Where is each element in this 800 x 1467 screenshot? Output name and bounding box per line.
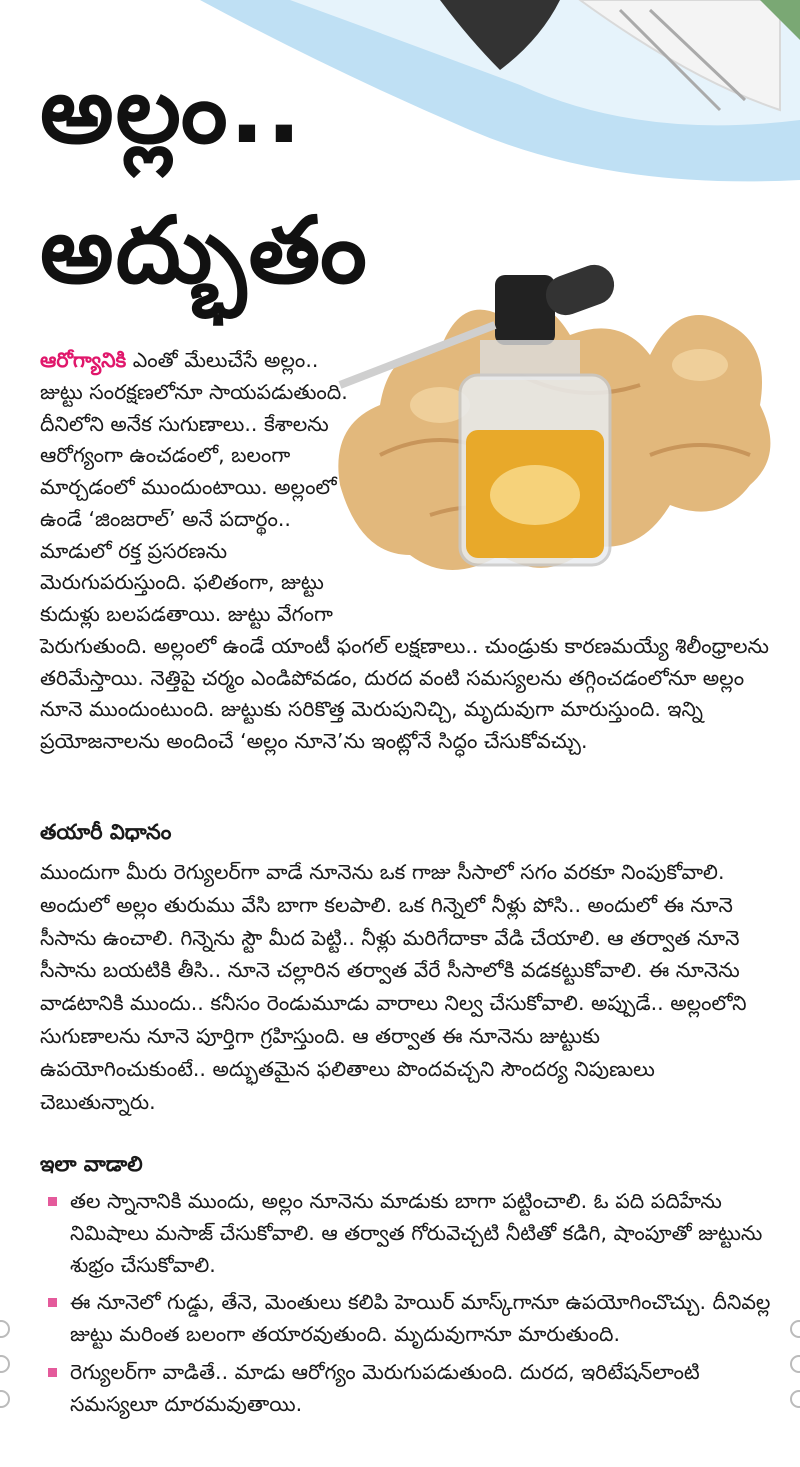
intro-paragraph <box>40 345 770 758</box>
usage-item-text: తల స్నానానికి ముందు, అల్లం నూనెను మాడుకు బాగా పట్టించాలి. ఓ పది పదిహేను నిమిషాలు మసాజ్ చేసుకోవాలి. ఆ తర్వాత గోరువెచ్చటి నీటితో కడిగి, షాంపూతో జుట్టును శుభ్రం చేసుకోవాలి. <box>70 1189 763 1277</box>
intro-text: ఎంతో మేలుచేసే అల్లం.. జుట్టు సంరక్షణలోనూ సాయపడుతుంది. దీనిలోని అనేక సుగుణాలు.. కేశాలను ఆరోగ్యంగా ఉంచడంలో, బలంగా మార్చడంలో ముందుంటాయి. అల్లంలో ఉండే ‘జింజరాల్’ అనే పదార్థం.. మాడులో రక్త ప్రసరణను మెరుగుపరుస్తుంది. ఫలితంగా, జుట్టు కుదుళ్లు బలపడతాయి. జుట్టు వేగంగా పెరుగుతుంది. అల్లంలో ఉండే యాంటీ ఫంగల్ లక్షణాలు.. చుండ్రుకు కారణమయ్యే శిలీంధ్రాలను తరిమేస్తాయి. నెత్తిపై చర్మం ఎండిపోవడం, దురద వంటి సమస్యలను తగ్గించడంలోనూ అల్లం నూనె ముందుంటుంది. జుట్టుకు సరికొత్త మెరుపునిచ్చి, మృదువుగా మారుస్తుంది. ఇన్ని ప్రయోజనాలను అందించే ‘అల్లం నూనె’ను ఇంట్లోనే సిద్ధం చేసుకోవచ్చు. <box>40 348 770 754</box>
usage-item-text: ఈ నూనెలో గుడ్డు, తేనె, మెంతులు కలిపి హెయిర్ మాస్క్‌గానూ ఉపయోగించొచ్చు. దీనివల్ల జుట్టు మరింత బలంగా తయారవుతుంది. మృదువుగానూ మారుతుంది. <box>70 1290 771 1347</box>
headline-line-2: అద్భుతం <box>40 197 369 304</box>
square-bullet-icon <box>48 1197 57 1206</box>
image-wrap-spacer <box>350 345 770 600</box>
intro-lead-word: ఆరోగ్యానికి <box>40 348 127 372</box>
headline-line-1: అల్లం.. <box>40 57 304 164</box>
square-bullet-icon <box>48 1298 57 1307</box>
edge-ring-icon <box>790 1390 800 1408</box>
edge-ring-icon <box>0 1390 10 1408</box>
edge-ring-icon <box>790 1355 800 1373</box>
usage-item <box>40 1186 780 1281</box>
edge-ring-icon <box>0 1355 10 1373</box>
edge-ring-icon <box>790 1320 800 1338</box>
usage-item-text: రెగ్యులర్‌గా వాడితే.. మాడు ఆరోగ్యం మెరుగుపడుతుంది. దురద, ఇరిటేషన్‌లాంటి సమస్యలూ దూరమవుతాయి. <box>70 1359 700 1416</box>
usage-heading: ఇలా వాడాలి <box>40 1152 143 1176</box>
usage-item <box>40 1287 780 1351</box>
preparation-paragraph: ముందుగా మీరు రెగ్యులర్‌గా వాడే నూనెను ఒక గాజు సీసాలో సగం వరకూ నింపుకోవాలి. అందులో అల్లం తురుము వేసి బాగా కలపాలి. ఒక గిన్నెలో నీళ్లు పోసి.. అందులో ఈ నూనె సీసాను ఉంచాలి. గిన్నెను స్టౌ మీద పెట్టి.. నీళ్లు మరిగేదాకా వేడి చేయాలి. ఆ తర్వాత నూనె సీసాను బయటికి తీసి.. నూనె చల్లారిన తర్వాత వేరే సీసాలోకి వడకట్టుకోవాలి. ఈ నూనెను వాడటానికి ముందు.. కనీసం రెండుమూడు వారాలు నిల్వ చేసుకోవాలి. అప్పుడే.. అల్లంలోని సుగుణాలను నూనె పూర్తిగా గ్రహిస్తుంది. ఆ తర్వాత ఈ నూనెను జుట్టుకు ఉపయోగించుకుంటే.. అద్భుతమైన ఫలితాలు పొందవచ్చని సౌందర్య నిపుణులు చెబుతున్నారు. <box>40 860 747 1114</box>
preparation-heading: తయారీ విధానం <box>40 820 172 844</box>
usage-list <box>40 1186 780 1426</box>
square-bullet-icon <box>48 1368 57 1377</box>
edge-ring-icon <box>0 1320 10 1338</box>
usage-item <box>40 1357 780 1421</box>
